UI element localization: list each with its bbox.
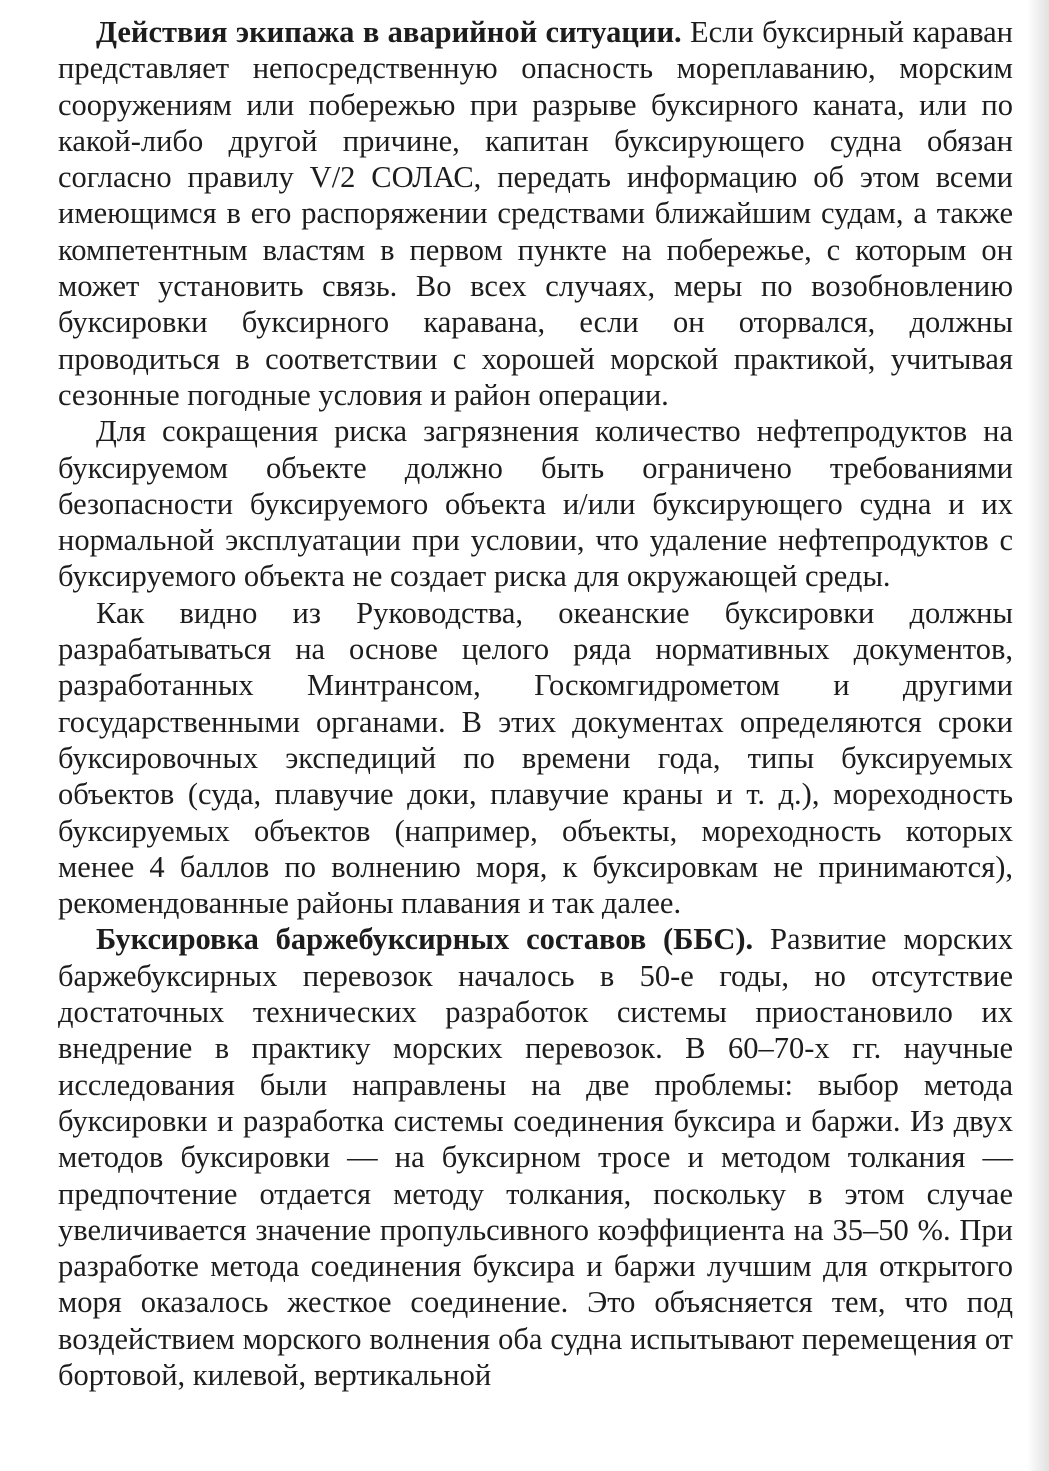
paragraph-body-text: Если буксирный караван представляет непосредственную опасность мореплаванию, морским сооружениям или побережью при разрыве буксирного каната, или по какой-либо другой причине, капитан буксирующего судна обязан согласно правилу V/2 СОЛАС, передать информацию об этом всеми имеющимся в его распоряжении средствами ближайшим судам, а также компетентным властям в первом пункте на побережье, с которым он может установить связь. Во всех случаях, меры по возобновлению буксировки буксирного каравана, если он оторвался, должны проводиться в соответствии с хорошей морской практикой, учитывая сезонные погодные условия и район операции. (58, 15, 1013, 412)
paragraph-lead-heading: Действия экипажа в аварийной ситуации. (96, 15, 682, 49)
paragraph-ocean-towing (58, 595, 1013, 922)
paragraph-emergency-actions (58, 14, 1013, 413)
paragraph-lead-heading: Буксировка баржебуксирных составов (ББС). (96, 922, 754, 957)
paragraph-pollution-risk (58, 413, 1013, 594)
paragraph-body-text: Как видно из Руководства, океанские буксировки должны разрабатываться на основе целого ряда нормативных документов, разработанных Минтрансом, Госкомгидрометом и другими государственными органами. В этих документах определяются сроки буксировочных экспедиций по времени года, типы буксируемых объектов (суда, плавучие доки, плавучие краны и т. д.), мореходность буксируемых объектов (например, объекты, мореходность которых менее 4 баллов по волнению моря, к буксировкам не принимаются), рекомендованные районы плавания и так далее. (58, 595, 1013, 921)
paragraph-body-text: Для сокращения риска загрязнения количество нефтепродуктов на буксируемом объекте должно быть ограничено требованиями безопасности буксируемого объекта и/или буксирующего судна и их нормальной эксплуатации при условии, что удаление нефтепродуктов с буксируемого объекта не создает риска для окружающей среды. (58, 414, 1013, 594)
document-page (58, 14, 1013, 1454)
paragraph-body-text: Развитие морских баржебуксирных перевозок началось в 50-е годы, но отсутствие достаточных технических разработок системы приостановило их внедрение в практику морских перевозок. В 60–70-х гг. научные исследования были направлены на две проблемы: выбор метода буксировки и разработка системы соединения буксира и баржи. Из двух методов буксировки — на буксирном тросе и методом толкания — предпочтение отдается методу толкания, поскольку в этом случае увеличивается значение пропульсивного коэффициента на 35–50 %. При разработке метода соединения буксира и баржи лучшим для открытого моря оказалось жесткое соединение. Это объясняется тем, что под воздействием морского волнения оба судна испытывают перемещения от бортовой, килевой, вертикальной (58, 922, 1013, 1392)
paragraph-barge-towing (58, 921, 1013, 1393)
page-edge-shadow (1027, 0, 1049, 1471)
